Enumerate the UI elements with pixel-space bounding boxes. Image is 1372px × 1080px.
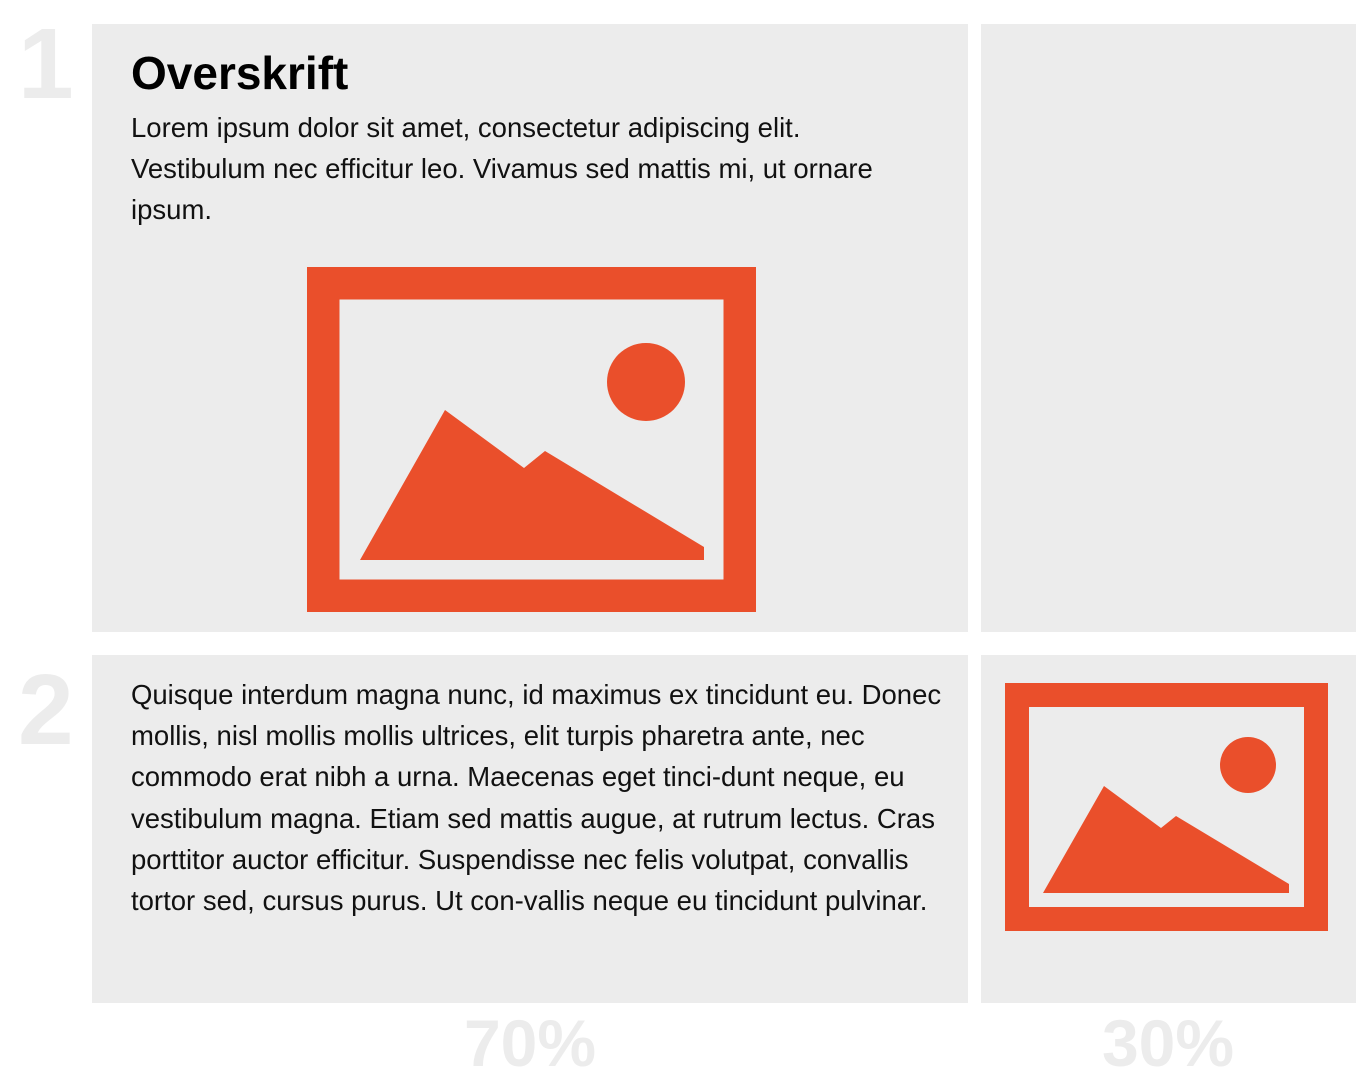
row-2-body-text: Quisque interdum magna nunc, id maximus ex tincidunt eu. Donec mollis, nisl mollis mollis ultrices, elit turpis pharetra ante, nec commodo erat nibh a urna. Maecenas eget tinci-dunt neque, eu vestibulum magna. Etiam sed mattis augue, at rutrum lectus. Cras porttitor auctor efficitur. Suspendisse nec felis volutpat, convallis tortor sed, cursus purus. Ut con-vallis neque eu tincidunt pulvinar. bbox=[131, 679, 942, 917]
image-icon bbox=[1005, 683, 1328, 931]
column-width-label-main: 70% bbox=[463, 1006, 597, 1080]
row-1-body-text: Lorem ipsum dolor sit amet, consectetur adipiscing elit. Vestibulum nec efficitur leo. Vivamus sed mattis mi, ut ornare ipsum. bbox=[131, 112, 873, 226]
row-1-heading: Overskrift bbox=[131, 47, 349, 99]
row-number-1: 1 bbox=[18, 8, 74, 120]
column-width-label-side: 30% bbox=[1101, 1006, 1235, 1080]
image-icon bbox=[307, 267, 756, 612]
row-number-2: 2 bbox=[18, 654, 74, 766]
row-1-side-column bbox=[981, 24, 1356, 632]
